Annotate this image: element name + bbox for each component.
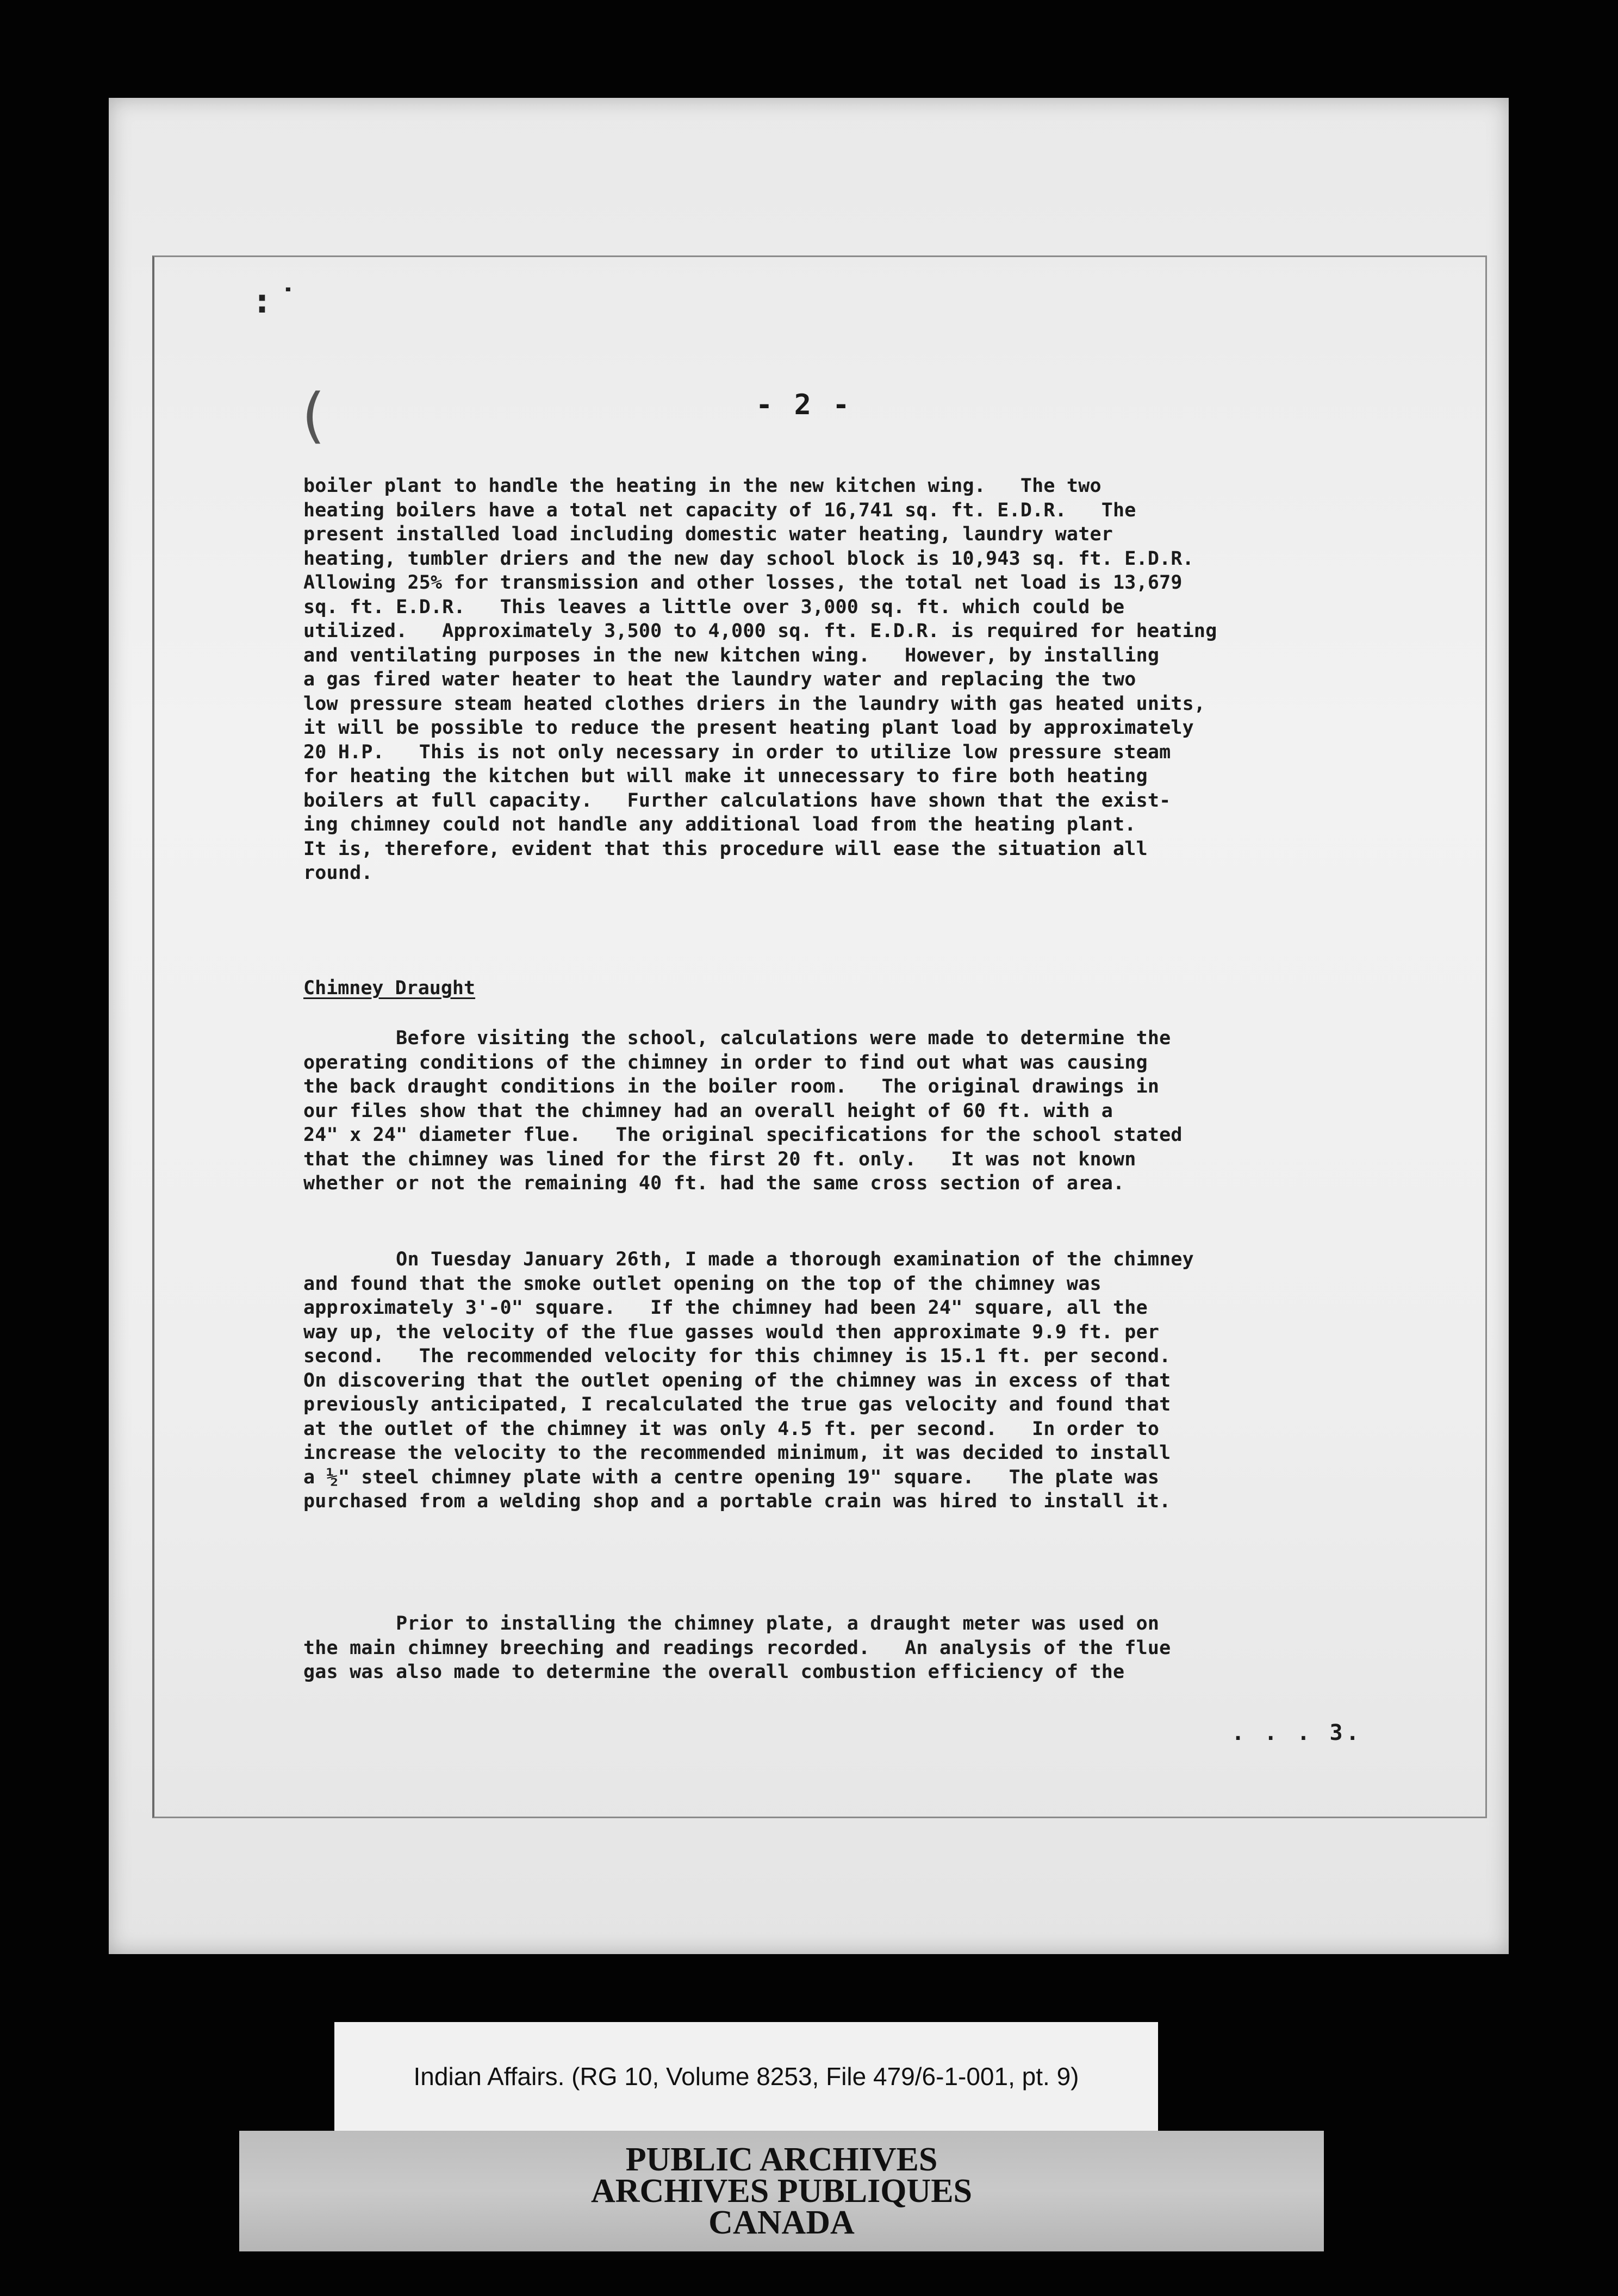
archive-reference-text: Indian Affairs. (RG 10, Volume 8253, File 479/6-1-001, pt. 9) (413, 2062, 1079, 2091)
paragraph-chimney-examination: On Tuesday January 26th, I made a thorough examination of the chimney and found that the smoke outlet opening on the top of the chimney was approximately 3'-0" square. If the chimney had been 24" square, all the way up, the velocity of the flue gasses would then approximate 9.9 ft. per second. The recommended velocity for this chimney is 15.1 ft. per second. On discovering that the outlet opening of the chimney was in excess of that previously anticipated, I recalculated the true gas velocity and found that at the outlet of the chimney it was only 4.5 ft. per second. In order to increase the velocity to the recommended minimum, it was decided to install a ½" steel chimney plate with a centre opening 19" square. The plate was purchased from a welding shop and a portable crain was hired to install it. (303, 1249, 1194, 1512)
archive-reference-label (334, 2022, 1158, 2131)
page-number: - 2 - (756, 389, 852, 421)
archive-stamp-line-3: CANADA (708, 2204, 855, 2241)
archive-stamp-line-2: ARCHIVES PUBLIQUES (590, 2173, 973, 2210)
continuation-marker: . . . 3. (1231, 1720, 1362, 1745)
archive-stamp (239, 2131, 1324, 2251)
paragraph-heating-load: boiler plant to handle the heating in the new kitchen wing. The two heating boilers have a total net capacity of 16,741 sq. ft. E.D.R. The present installed load including domestic water heating, laundry water heating, tumbler driers and the new day school block is 10,943 sq. ft. E.D.R. Allowing 25% for transmission and other losses, the total net load is 13,679 sq. ft. E.D.R. This leaves a little over 3,000 sq. ft. which could be utilized. Approximately 3,500 to 4,000 sq. ft. E.D.R. is required for heating and ventilating purposes in the new kitchen wing. However, by installing a gas fired water heater to heat the laundry water and replacing the two low pressure steam heated clothes driers in the laundry with gas heated units, it will be possible to reduce the present heating plant load by approximately 20 H.P. This is not only necessary in order to utilize low pressure steam for heating the kitchen but will make it unnecessary to fire both heating boilers at full capacity. Further calculations have shown that the exist- ing chimney could not handle any additional load from the heating plant. It is, therefore, evident that this procedure will ease the situation all round. (303, 475, 1217, 884)
archive-stamp-line-1: PUBLIC ARCHIVES (625, 2141, 938, 2178)
stray-pen-mark: : ˙ (256, 283, 296, 321)
paragraph-chimney-calculations: Before visiting the school, calculations were made to determine the operating conditions of the chimney in order to find out what was causing the back draught conditions in the boiler room. The original drawings in our files show that the chimney had an overall height of 60 ft. with a 24" x 24" diameter flue. The original specifications for the school stated that the chimney was lined for the first 20 ft. only. It was not known whether or not the remaining 40 ft. had the same cross section of area. (303, 1027, 1183, 1194)
paragraph-draught-meter: Prior to installing the chimney plate, a draught meter was used on the main chimney breeching and readings recorded. An analysis of the flue gas was also made to determine the overall combustion efficiency of the (303, 1613, 1171, 1683)
section-heading-chimney-draught: Chimney Draught (303, 977, 476, 999)
archive-stamp-label (239, 2131, 1324, 2251)
punch-hole-mark: ( (302, 380, 325, 450)
